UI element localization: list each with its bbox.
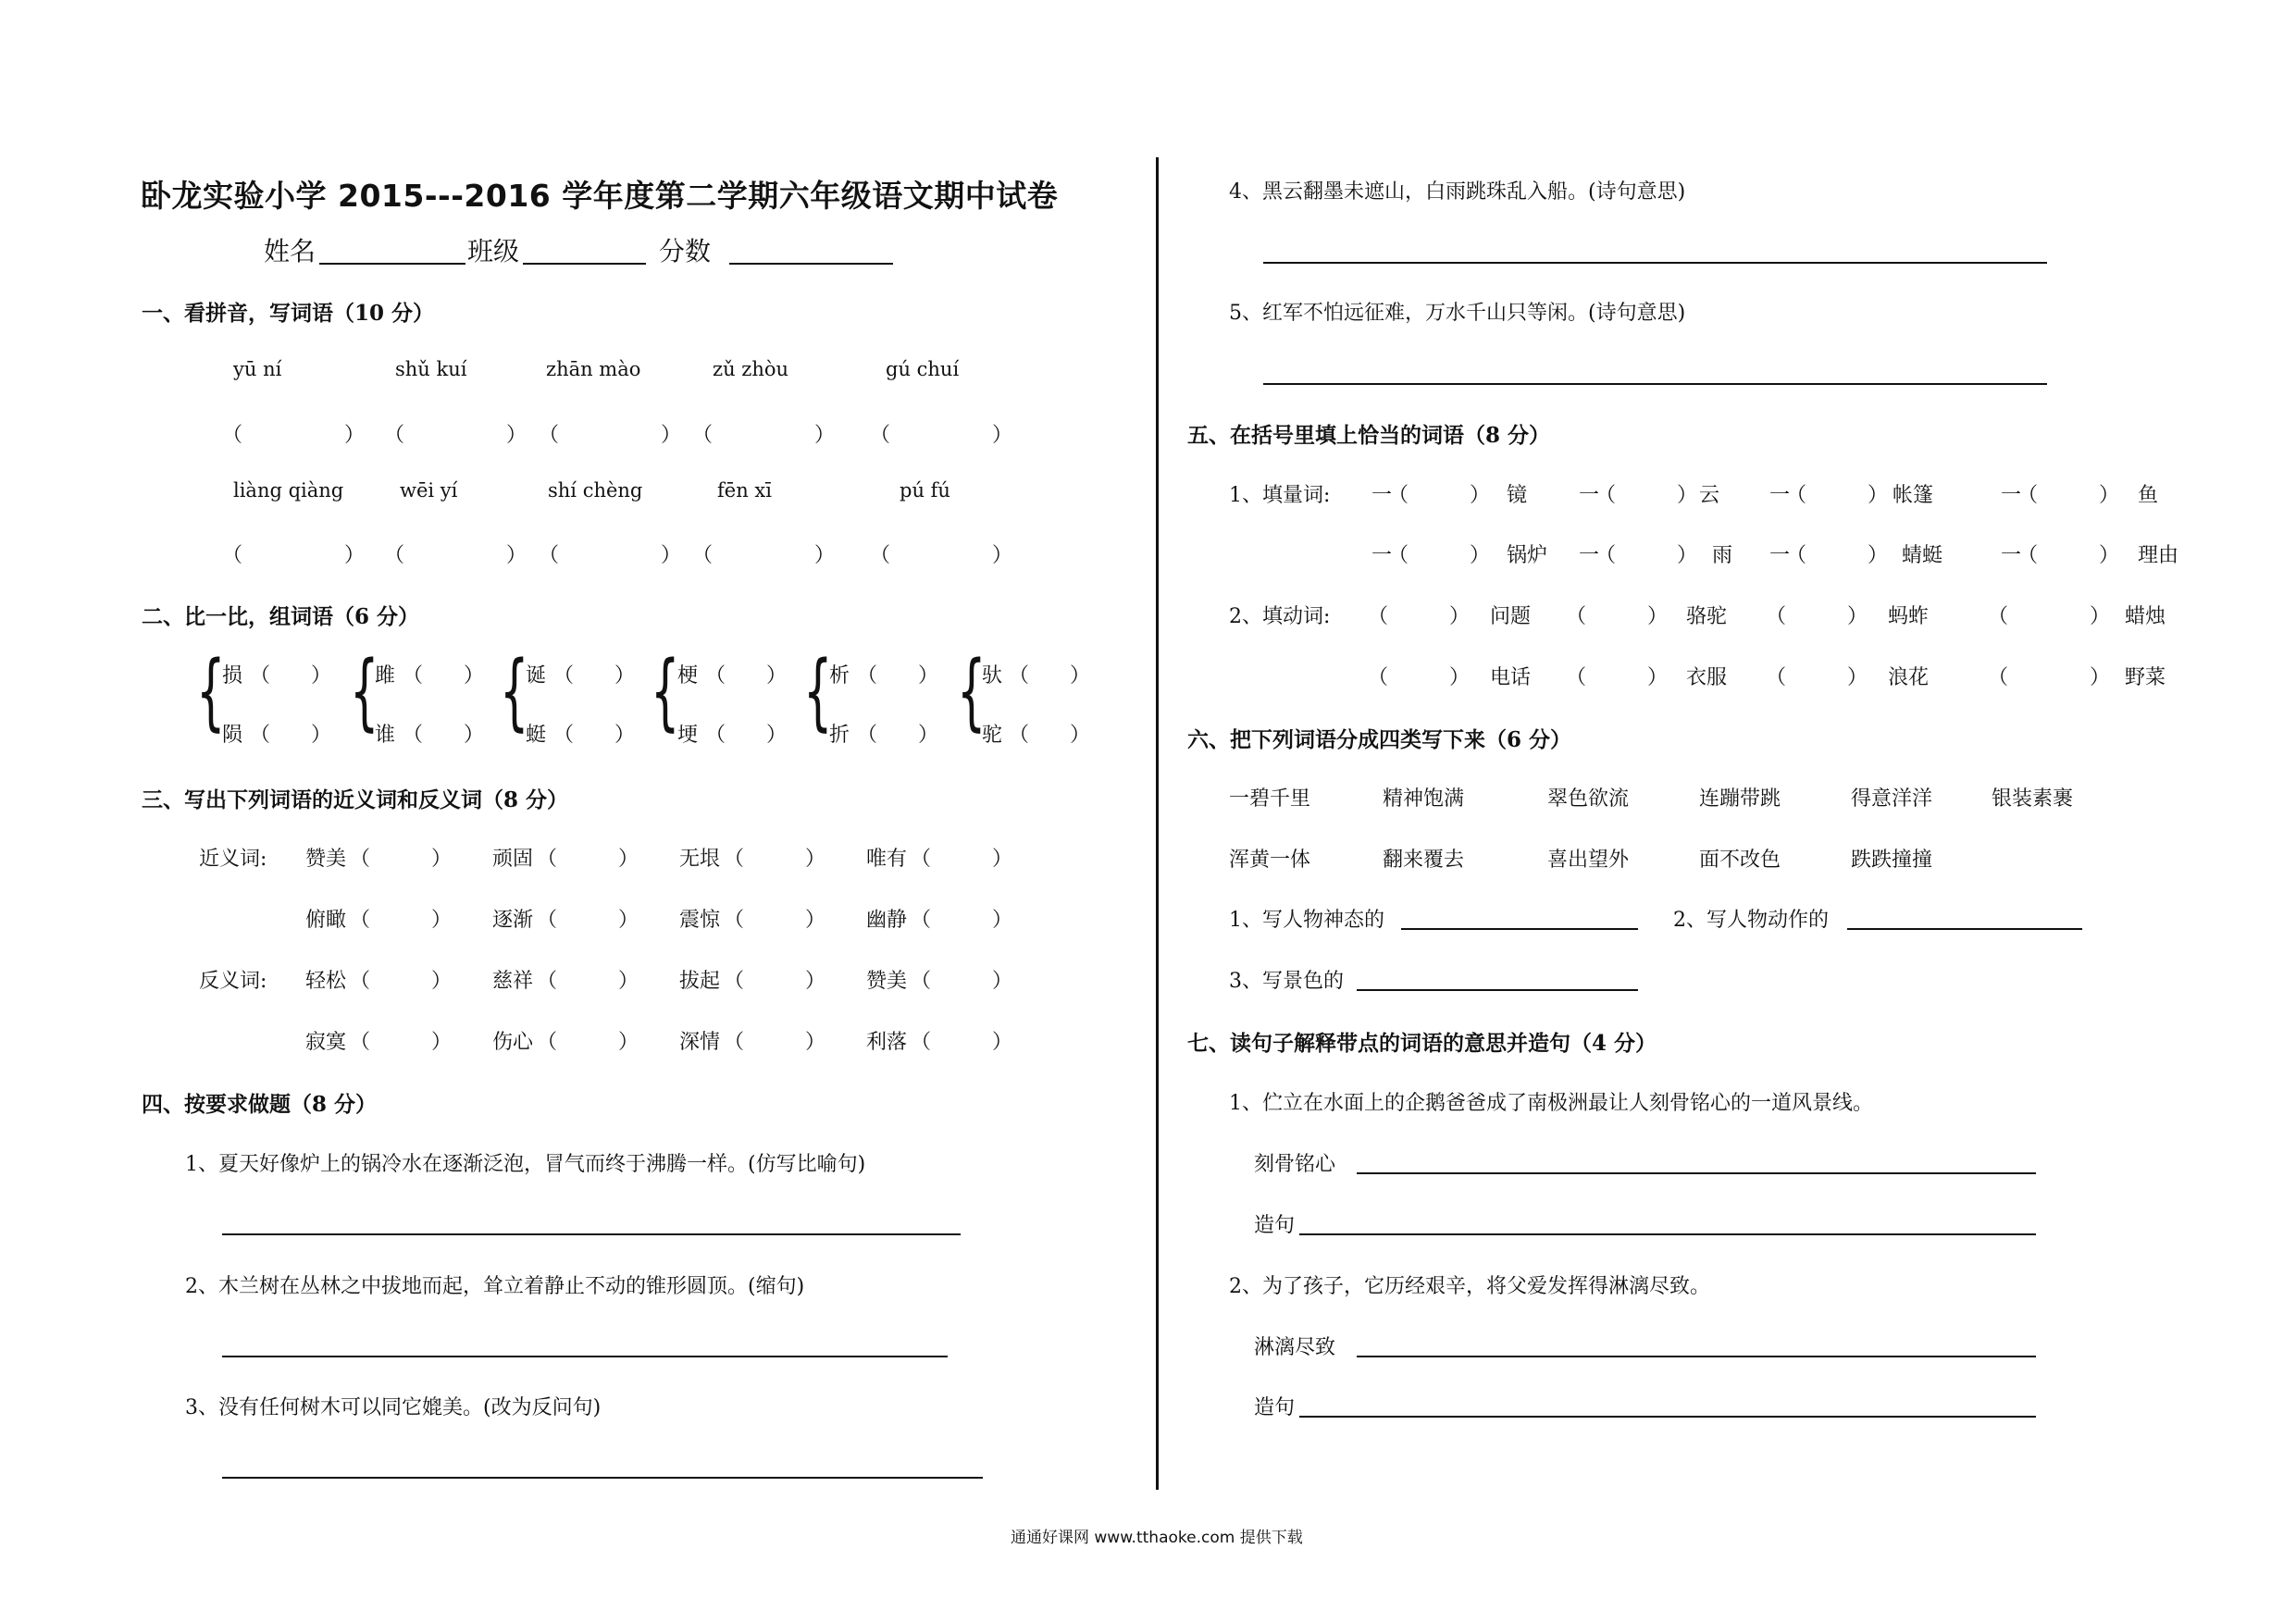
answer-line[interactable] — [222, 1356, 948, 1357]
answer-paren[interactable]: （ ） — [911, 970, 1013, 993]
answer-paren[interactable]: （ ） — [350, 848, 453, 871]
class-blank[interactable] — [523, 263, 646, 265]
word: 震惊 — [679, 909, 721, 932]
category-1-label: 1、写人物神态的 — [1229, 909, 1384, 932]
question-3: 3、没有任何树木可以同它媲美。(改为反问句) — [185, 1396, 602, 1419]
answer-line[interactable] — [1299, 1233, 2036, 1235]
section-3-heading: 三、写出下列词语的近义词和反义词（8 分） — [142, 787, 569, 812]
word: 蜻蜓 — [1902, 544, 1943, 567]
word: 蚂蚱 — [1888, 605, 1930, 628]
answer-paren[interactable]: （ ） — [692, 544, 836, 567]
compare-char: 梗 — [677, 664, 699, 688]
answer-paren[interactable]: （ ） — [1566, 666, 1669, 689]
question-2: 2、木兰树在丛林之中拔地而起，耸立着静止不动的锥形圆顶。(缩句) — [185, 1275, 805, 1298]
compare-char: 雎 — [375, 664, 396, 688]
brace: { — [651, 643, 680, 740]
question-7-2: 2、为了孩子，它历经艰辛，将父爱发挥得淋漓尽致。 — [1229, 1275, 1710, 1298]
verb-label: 2、填动词: — [1229, 605, 1331, 628]
word: 骆驼 — [1686, 605, 1728, 628]
word: 深情 — [679, 1031, 721, 1054]
compare-char: 驮 — [982, 664, 1003, 688]
yi: 一 — [1769, 484, 1791, 507]
answer-paren[interactable]: （ ） — [1368, 666, 1471, 689]
answer-paren[interactable]: （ ） — [539, 544, 682, 567]
category-2-label: 2、写人物动作的 — [1673, 909, 1829, 932]
word: 锅炉 — [1507, 544, 1548, 567]
answer-paren[interactable]: （ ） — [857, 664, 939, 688]
answer-line[interactable] — [1357, 1172, 2036, 1174]
word: 野菜 — [2125, 666, 2166, 689]
word-option: 翠色欲流 — [1547, 787, 1630, 811]
word-option: 翻来覆去 — [1383, 849, 1465, 872]
answer-paren[interactable]: （ ） — [553, 664, 636, 688]
answer-line[interactable] — [222, 1233, 961, 1235]
word: 拔起 — [679, 970, 721, 993]
answer-paren[interactable]: （ ） — [537, 909, 639, 932]
category-3-label: 3、写景色的 — [1229, 970, 1344, 993]
answer-paren[interactable]: （ ） — [705, 724, 788, 747]
answer-line[interactable] — [1263, 383, 2047, 385]
pinyin-item: shǔ kuí — [395, 358, 467, 380]
brace: { — [196, 643, 226, 740]
answer-line[interactable] — [1357, 989, 1638, 991]
word: 伤心 — [492, 1031, 534, 1054]
answer-paren[interactable]: （ ） — [1368, 605, 1471, 628]
word: 镜 — [1507, 484, 1528, 507]
synonym-label: 近义词: — [199, 848, 267, 871]
brace: { — [500, 643, 529, 740]
answer-paren[interactable]: （ ） — [537, 1031, 639, 1054]
answer-paren[interactable]: （ ） — [1388, 484, 1491, 507]
compare-char: 折 — [829, 724, 850, 747]
pinyin-item: fēn xī — [717, 479, 772, 502]
answer-paren[interactable]: （ ） — [350, 1031, 453, 1054]
answer-paren[interactable]: （ ） — [724, 970, 826, 993]
answer-paren[interactable]: （ ） — [1566, 605, 1669, 628]
answer-paren[interactable]: （ ） — [1988, 666, 2111, 689]
word-option: 连蹦带跳 — [1699, 787, 1781, 811]
answer-paren[interactable]: （ ） — [250, 724, 332, 747]
pinyin-item: gú chuí — [886, 358, 960, 380]
score-blank[interactable] — [729, 263, 893, 265]
answer-paren[interactable]: （ ） — [384, 424, 527, 447]
answer-paren[interactable]: （ ） — [911, 1031, 1013, 1054]
question-4: 4、黑云翻墨未遮山，白雨跳珠乱入船。(诗句意思) — [1229, 180, 1686, 204]
answer-paren[interactable]: （ ） — [705, 664, 788, 688]
answer-paren[interactable]: （ ） — [350, 970, 453, 993]
word: 顽固 — [492, 848, 534, 871]
answer-paren[interactable]: （ ） — [537, 848, 639, 871]
question-7-1: 1、伫立在水面上的企鹅爸爸成了南极洲最让人刻骨铭心的一道风景线。 — [1229, 1092, 1873, 1115]
pinyin-item: zhān mào — [546, 358, 641, 380]
yi: 一 — [2001, 484, 2022, 507]
section-4-heading: 四、按要求做题（8 分） — [142, 1092, 378, 1117]
compare-char: 埂 — [677, 724, 699, 747]
yi: 一 — [1769, 544, 1791, 567]
answer-paren[interactable]: （ ） — [384, 544, 527, 567]
word: 逐渐 — [492, 909, 534, 932]
answer-paren[interactable]: （ ） — [1766, 605, 1868, 628]
answer-paren[interactable]: （ ） — [1595, 484, 1698, 507]
word: 云 — [1699, 484, 1720, 507]
compare-char: 损 — [222, 664, 243, 688]
answer-paren[interactable]: （ ） — [870, 424, 1013, 447]
yi: 一 — [1371, 484, 1393, 507]
answer-paren[interactable]: （ ） — [1009, 724, 1091, 747]
yi: 一 — [1579, 484, 1600, 507]
answer-paren[interactable]: （ ） — [222, 544, 366, 567]
answer-paren[interactable]: （ ） — [1766, 666, 1868, 689]
compare-char: 蜓 — [526, 724, 547, 747]
answer-paren[interactable]: （ ） — [350, 909, 453, 932]
answer-paren[interactable]: （ ） — [724, 848, 826, 871]
answer-paren[interactable]: （ ） — [724, 1031, 826, 1054]
answer-paren[interactable]: （ ） — [1009, 664, 1091, 688]
word-option: 得意洋洋 — [1851, 787, 1933, 811]
word: 理由 — [2138, 544, 2179, 567]
word: 鱼 — [2138, 484, 2159, 507]
word: 帐篷 — [1893, 484, 1934, 507]
answer-paren[interactable]: （ ） — [911, 909, 1013, 932]
answer-line[interactable] — [1357, 1356, 2036, 1357]
word: 蜡烛 — [2125, 605, 2166, 628]
pinyin-item: pú fú — [900, 479, 950, 502]
word: 问题 — [1490, 605, 1532, 628]
answer-paren[interactable]: （ ） — [403, 664, 485, 688]
word: 俯瞰 — [305, 909, 347, 932]
word-option: 浑黄一体 — [1229, 849, 1311, 872]
word: 赞美 — [305, 848, 347, 871]
answer-line[interactable] — [1401, 928, 1638, 930]
compare-char: 谁 — [375, 724, 396, 747]
brace: { — [803, 643, 833, 740]
word-option: 银装素裹 — [1992, 787, 2074, 811]
section-7-heading: 七、读句子解释带点的词语的意思并造句（4 分） — [1187, 1031, 1657, 1056]
section-5-heading: 五、在括号里填上恰当的词语（8 分） — [1187, 423, 1551, 448]
answer-paren[interactable]: （ ） — [1595, 544, 1698, 567]
score-label: 分数 — [659, 236, 712, 266]
answer-paren[interactable]: （ ） — [1388, 544, 1491, 567]
class-label: 班级 — [467, 236, 520, 266]
answer-paren[interactable]: （ ） — [857, 724, 939, 747]
answer-paren[interactable]: （ ） — [250, 664, 332, 688]
compare-char: 陨 — [222, 724, 243, 747]
answer-paren[interactable]: （ ） — [2017, 484, 2120, 507]
question-5: 5、红军不怕远征难，万水千山只等闲。(诗句意思) — [1229, 302, 1686, 325]
compare-char: 诞 — [526, 664, 547, 688]
answer-line[interactable] — [1847, 928, 2082, 930]
pinyin-item: liàng qiàng — [233, 479, 344, 502]
answer-paren[interactable]: （ ） — [1786, 484, 1889, 507]
answer-line[interactable] — [1263, 262, 2047, 264]
answer-paren[interactable]: （ ） — [911, 848, 1013, 871]
section-1-heading: 一、看拼音，写词语（10 分） — [142, 301, 435, 326]
answer-paren[interactable]: （ ） — [537, 970, 639, 993]
brace: { — [350, 643, 379, 740]
brace: { — [957, 643, 987, 740]
name-blank[interactable] — [319, 263, 465, 265]
measure-word-label: 1、填量词: — [1229, 484, 1331, 507]
yi: 一 — [2001, 544, 2022, 567]
answer-paren[interactable]: （ ） — [1786, 544, 1889, 567]
word: 电话 — [1490, 666, 1532, 689]
word-option: 喜出望外 — [1547, 849, 1630, 872]
answer-paren[interactable]: （ ） — [692, 424, 836, 447]
pinyin-item: yū ní — [233, 358, 282, 380]
word: 赞美 — [866, 970, 908, 993]
pinyin-item: zǔ zhòu — [713, 358, 789, 380]
answer-paren[interactable]: （ ） — [1988, 605, 2111, 628]
answer-paren[interactable]: （ ） — [553, 724, 636, 747]
answer-paren[interactable]: （ ） — [724, 909, 826, 932]
answer-paren[interactable]: （ ） — [539, 424, 682, 447]
pinyin-item: shí chèng — [548, 479, 643, 502]
word: 衣服 — [1686, 666, 1728, 689]
word: 利落 — [866, 1031, 908, 1054]
word: 无垠 — [679, 848, 721, 871]
answer-paren[interactable]: （ ） — [222, 424, 366, 447]
answer-paren[interactable]: （ ） — [403, 724, 485, 747]
word: 唯有 — [866, 848, 908, 871]
answer-paren[interactable]: （ ） — [2017, 544, 2120, 567]
section-6-heading: 六、把下列词语分成四类写下来（6 分） — [1187, 727, 1572, 752]
sentence-label-2: 造句 — [1254, 1396, 1296, 1419]
column-divider — [1156, 157, 1159, 1490]
term-2: 淋漓尽致 — [1254, 1336, 1336, 1359]
name-label: 姓名 — [264, 236, 316, 266]
word: 浪花 — [1888, 666, 1930, 689]
antonym-label: 反义词: — [199, 970, 267, 993]
word: 幽静 — [866, 909, 908, 932]
word: 轻松 — [305, 970, 347, 993]
word-option: 一碧千里 — [1229, 787, 1311, 811]
yi: 一 — [1371, 544, 1393, 567]
word: 慈祥 — [492, 970, 534, 993]
answer-line[interactable] — [1299, 1416, 2036, 1418]
word: 雨 — [1712, 544, 1733, 567]
exam-title: 卧龙实验小学 2015---2016 学年度第二学期六年级语文期中试卷 — [141, 178, 1059, 214]
word-option: 跌跌撞撞 — [1851, 849, 1933, 872]
compare-char: 析 — [829, 664, 850, 688]
pinyin-item: wēi yí — [400, 479, 458, 502]
answer-paren[interactable]: （ ） — [870, 544, 1013, 567]
word: 寂寞 — [305, 1031, 347, 1054]
term-1: 刻骨铭心 — [1254, 1153, 1336, 1176]
word-option: 精神饱满 — [1383, 787, 1465, 811]
sentence-label-1: 造句 — [1254, 1214, 1296, 1237]
section-2-heading: 二、比一比，组词语（6 分） — [142, 604, 420, 629]
footer-text: 通通好课网 www.tthaoke.com 提供下载 — [1011, 1529, 1303, 1547]
word-option: 面不改色 — [1699, 849, 1781, 872]
answer-line[interactable] — [222, 1477, 983, 1479]
compare-char: 驼 — [982, 724, 1003, 747]
question-1: 1、夏天好像炉上的锅冷水在逐渐泛泡，冒气而终于沸腾一样。(仿写比喻句) — [185, 1153, 866, 1176]
yi: 一 — [1579, 544, 1600, 567]
